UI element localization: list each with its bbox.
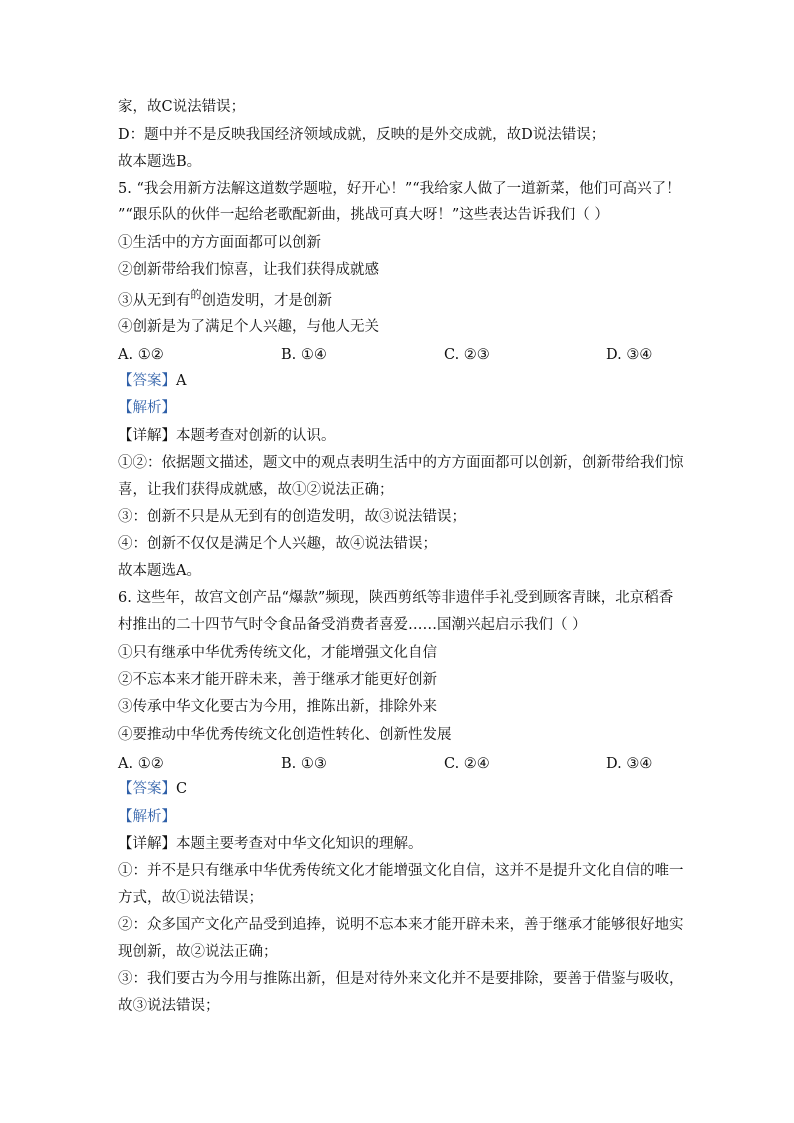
option-c: C. ②③ [444,347,490,363]
option-a: A. ①② [118,347,164,363]
statement-3-part-a: ③从无到有 [118,293,191,309]
statement-3-part-b: 创造发明，才是创新 [201,293,332,309]
question-6-statement-2: ②不忘本来才能开辟未来，善于继承才能更好创新 [118,672,437,688]
text-line: 【详解】本题考查对创新的认识。 [118,428,336,444]
question-5-statement-3 [118,288,678,311]
text-line: 故本题选A。 [118,563,201,579]
text-line: 方式，故①说法错误； [118,890,263,906]
question-6-statement-4: ④要推动中华优秀传统文化创造性转化、创新性发展 [118,727,452,743]
text-line: 故③说法错误； [118,998,220,1014]
question-6-statement-3: ③传承中华文化要古为今用，推陈出新，排除外来 [118,699,437,715]
answer-value: C [176,781,188,797]
question-5-statement-1: ①生活中的方方面面都可以创新 [118,235,321,251]
answer-line [118,780,678,798]
text-line: ③：我们要古为今用与推陈出新，但是对待外来文化并不是要排除，要善于借鉴与吸收， [118,971,684,987]
question-6-statement-1: ①只有继承中华优秀传统文化，才能增强文化自信 [118,645,437,661]
statement-3-raised-char: 的 [190,288,202,301]
option-d: D. ③④ [606,347,653,363]
question-5-stem-line-2: ”“跟乐队的伙伴一起给老歌配新曲，挑战可真大呀！”这些表达告诉我们（ ） [118,207,609,223]
text-line: ①②：依据题文描述，题文中的观点表明生活中的方方面面都可以创新，创新带给我们惊 [118,455,684,471]
text-line: 【详解】本题主要考查对中华文化知识的理解。 [118,836,423,852]
option-b: B. ①③ [281,756,327,772]
question-6-stem-line-2: 村推出的二十四节气时令食品备受消费者喜爱……国潮兴起启示我们（ ） [118,617,587,633]
answer-value: A [176,373,187,389]
question-5-statement-2: ②创新带给我们惊喜，让我们获得成就感 [118,262,379,278]
option-d: D. ③④ [606,756,653,772]
answer-line [118,372,678,390]
text-line: 故本题选B。 [118,154,202,170]
answer-label: 【答案】 [118,781,176,797]
text-line: 家，故C说法错误； [118,99,246,115]
text-line: ④：创新不仅仅是满足个人兴趣，故④说法错误； [118,536,437,552]
text-line: D：题中并不是反映我国经济领域成就，反映的是外交成就，故D说法错误； [118,127,606,143]
answer-label: 【答案】 [118,373,176,389]
analysis-label: 【解析】 [118,400,176,416]
question-6-stem-line-1: 6. 这些年，故宫文创产品“爆款”频现，陕西剪纸等非遗伴手礼受到顾客青睐，北京稻香 [118,590,674,606]
text-line: ②：众多国产文化产品受到追捧，说明不忘本来才能开辟未来，善于继承才能够很好地实 [118,917,684,933]
option-a: A. ①② [118,756,164,772]
question-5-stem-line-1: 5. “我会用新方法解这道数学题啦，好开心！”“我给家人做了一道新菜，他们可高兴了！ [118,181,681,197]
option-b: B. ①④ [281,347,327,363]
text-line: 现创新，故②说法正确； [118,944,278,960]
text-line: 喜，让我们获得成就感，故①②说法正确； [118,482,394,498]
question-5-statement-4: ④创新是为了满足个人兴趣，与他人无关 [118,319,379,335]
text-line: ③：创新不只是从无到有的创造发明，故③说法错误； [118,509,466,525]
text-line: ①：并不是只有继承中华优秀传统文化才能增强文化自信，这并不是提升文化自信的唯一 [118,863,684,879]
analysis-label: 【解析】 [118,809,176,825]
option-c: C. ②④ [444,756,490,772]
